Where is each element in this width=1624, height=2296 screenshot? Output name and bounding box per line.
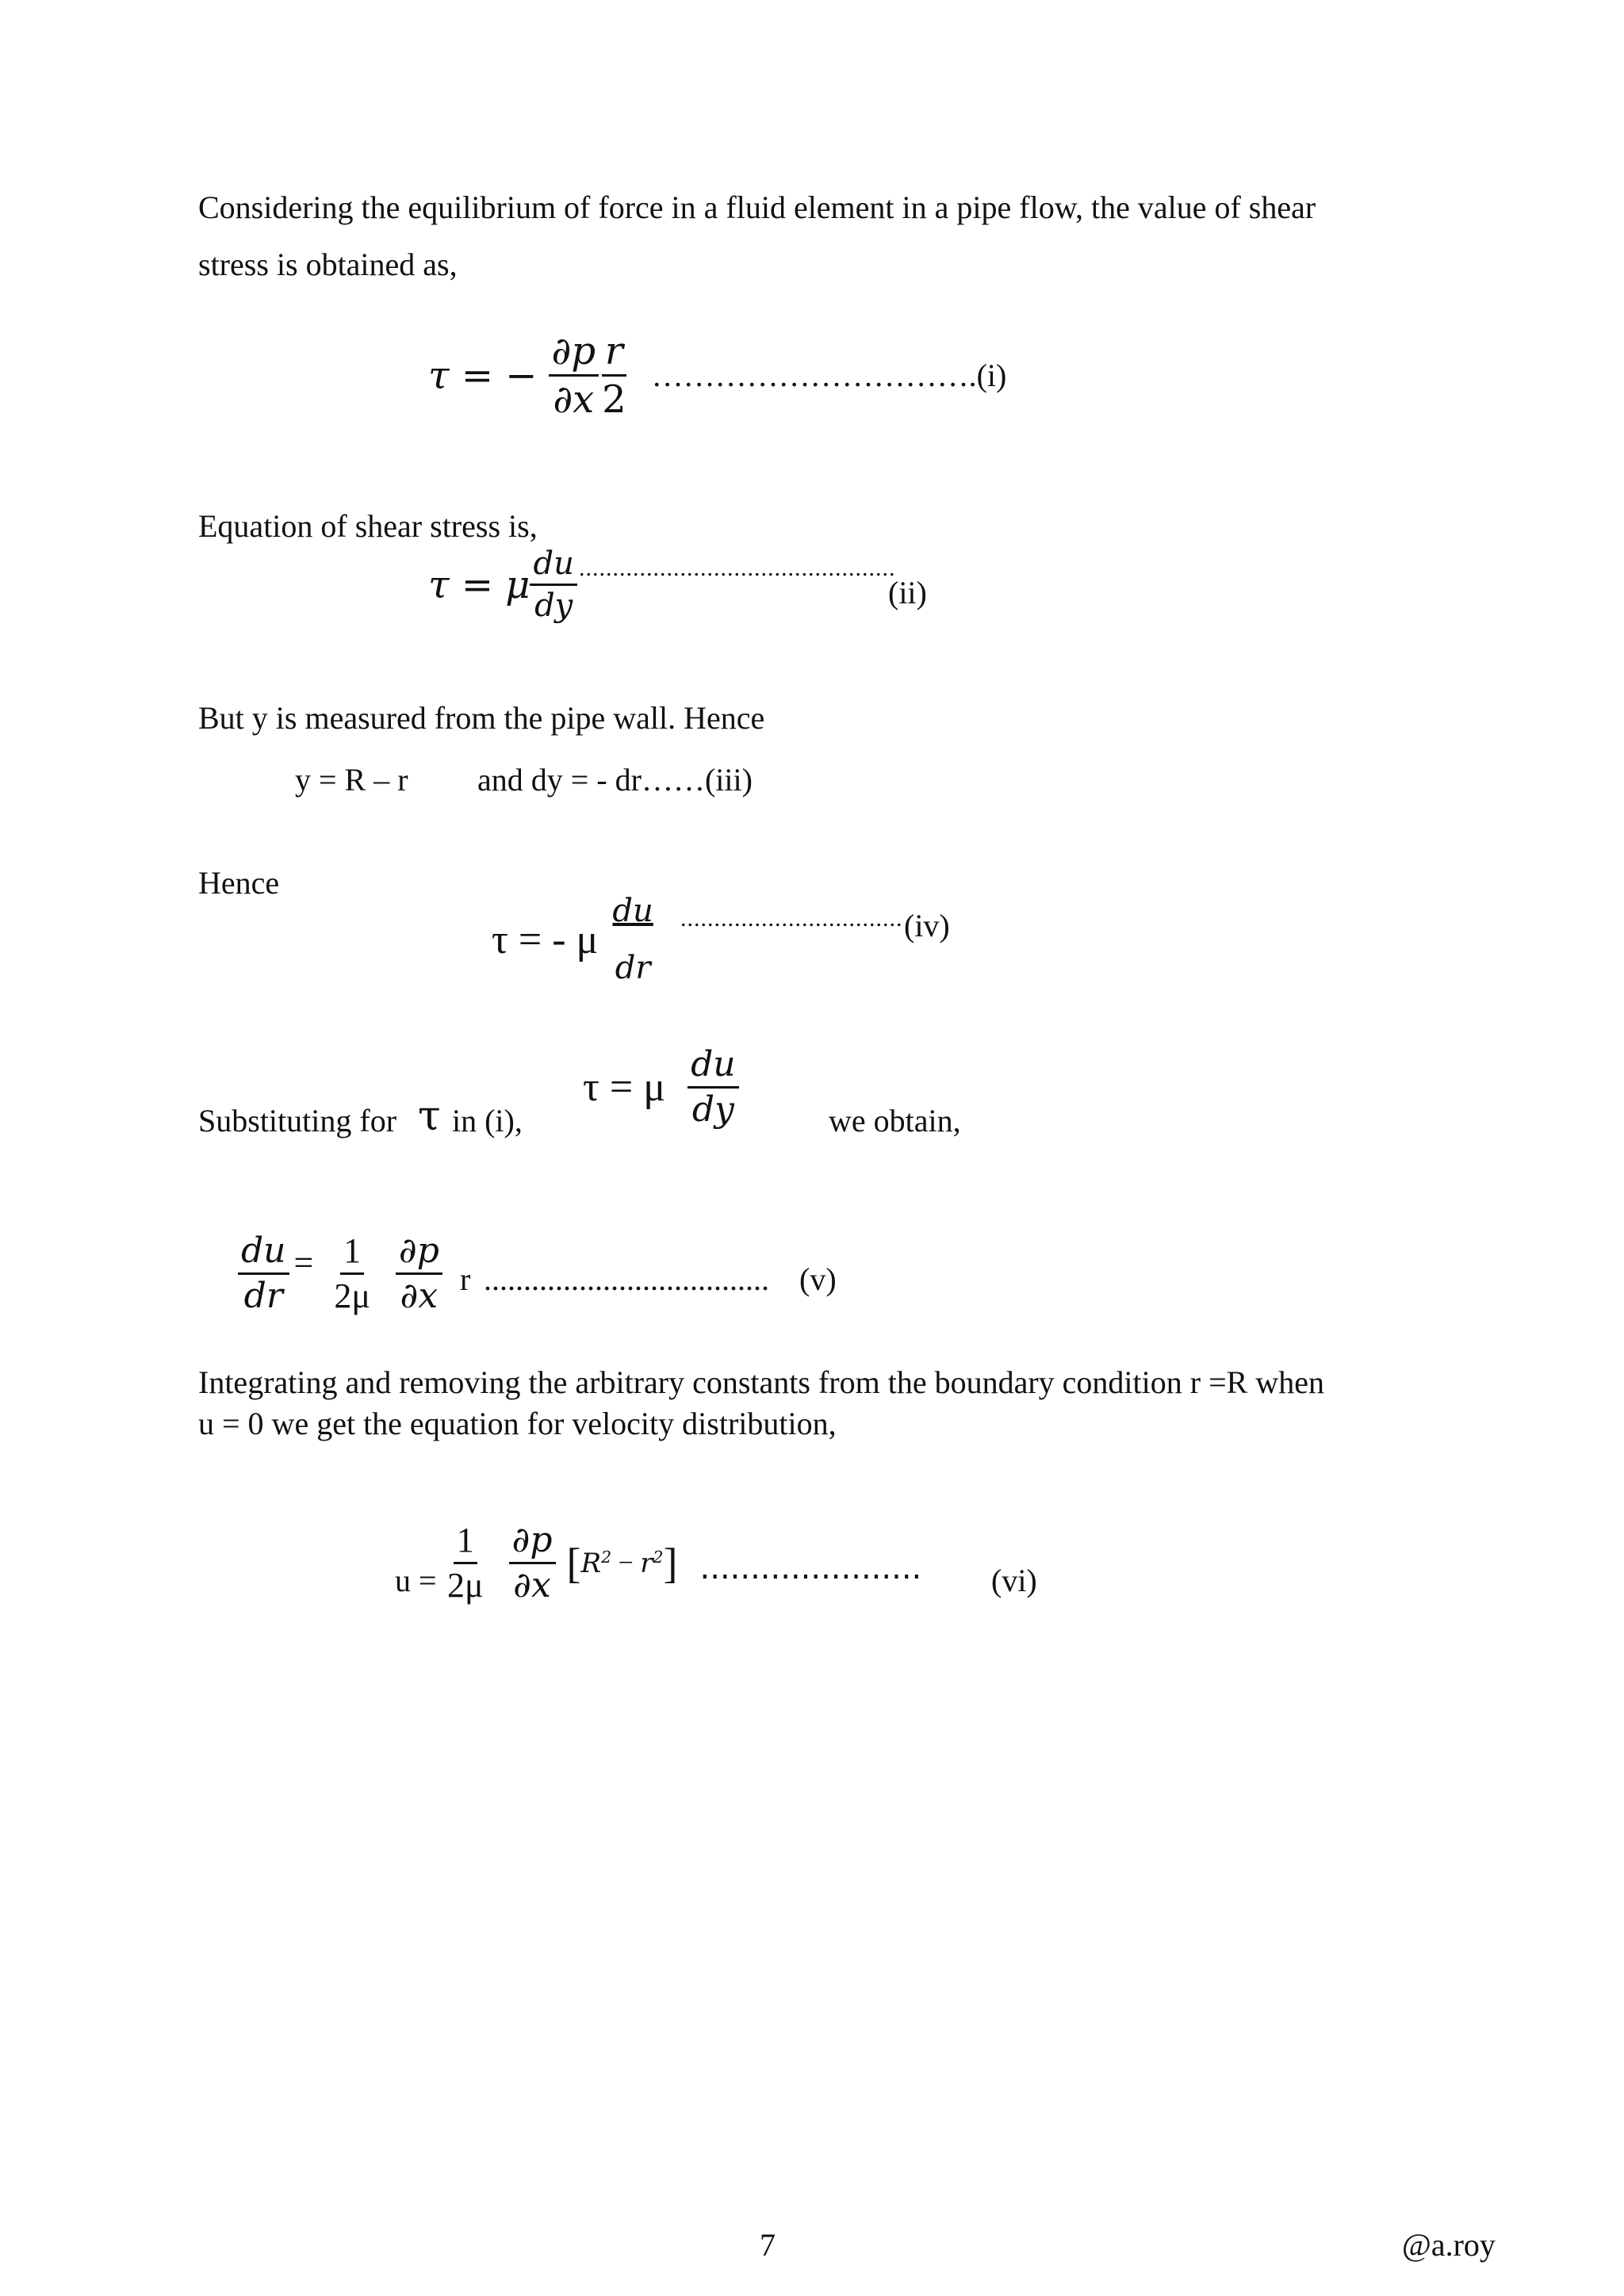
integrating-line-1: Integrating and removing the arbitrary constants from the boundary condition r =R when	[198, 1364, 1324, 1400]
eq5-fraction-dp-dx: $\frac{\partial p}{\partial x}$	[396, 1233, 442, 1314]
eq5-equals: =	[293, 1243, 314, 1283]
substituting-text-a: Substituting for	[198, 1103, 397, 1138]
eq4-label: (iv)	[904, 908, 950, 943]
eq2-fraction-du-dy: $\frac{du}{dy}$	[530, 547, 576, 622]
eq6-bracket-open: [	[566, 1539, 581, 1587]
intro-line-2: stress is obtained as,	[198, 247, 458, 282]
intro-line-1: Considering the equilibrium of force in a fluid element in a pipe flow, the value of shear	[198, 189, 1316, 225]
eq5-fraction-du-dr: $\frac{du}{dr}$	[238, 1233, 289, 1314]
equation-5	[238, 1230, 442, 1317]
hence-text: Hence	[198, 865, 280, 901]
substituting-text-b: in (i),	[452, 1103, 523, 1138]
equation-1	[428, 329, 1007, 423]
eq4-lhs: τ = - μ	[492, 916, 599, 962]
y-measured-text: But y is measured from the pipe wall. Hence	[198, 700, 765, 736]
eq2-dots: ...............................................	[579, 555, 896, 581]
eq6-bracket-close: ]	[663, 1539, 678, 1587]
eq2-label: (ii)	[888, 575, 927, 610]
eq1-dots: ………………………….	[651, 358, 977, 394]
eq4-dots: .................................	[680, 905, 903, 932]
integrating-line-2: u = 0 we get the equation for velocity distribution,	[198, 1406, 837, 1441]
eq5-fraction-1-2mu: $\frac{1}{2\mu}$	[334, 1231, 370, 1316]
eq1-lhs: τ = −	[428, 353, 538, 398]
equation-6	[444, 1522, 921, 1604]
eq5-dots: ....................................	[484, 1261, 769, 1297]
shear-eq-intro: Equation of shear stress is,	[198, 508, 538, 544]
eq2-lhs: τ = μ	[428, 562, 530, 607]
eq6-minus: −	[611, 1548, 641, 1578]
eq3-part-2: and dy = - dr……(iii)	[477, 762, 753, 798]
eq4-fraction-du-dr: $\frac{du}{dr}$	[612, 893, 653, 986]
eq6-fraction-1-2mu: $\frac{1}{2\mu}$	[447, 1521, 484, 1605]
eq1-fraction-r-2: $\frac{r}{2}$	[602, 329, 626, 423]
eq6-label: (vi)	[991, 1563, 1037, 1598]
eq-sub-fraction-du-dy: $\frac{du}{dy}$	[688, 1047, 739, 1128]
eq3-part-1: y = R – r	[295, 762, 408, 798]
eq-sub-lhs: τ = μ	[583, 1065, 666, 1111]
eq5-tail-r: r	[460, 1261, 471, 1297]
equation-2	[428, 547, 577, 622]
substituting-tau: τ	[418, 1093, 441, 1140]
page-number: 7	[760, 2227, 776, 2263]
eq5-label: (v)	[799, 1261, 837, 1297]
eq1-label: (i)	[976, 358, 1007, 394]
eq6-dots: ......................	[699, 1549, 922, 1586]
we-obtain-text: we obtain,	[829, 1103, 961, 1138]
eq6-lhs: u =	[395, 1563, 437, 1598]
equation-4	[492, 894, 657, 985]
eq1-fraction-dp-dx: $\frac{\partial p}{\partial x}$	[549, 331, 599, 420]
equation-substitution	[583, 1044, 739, 1131]
eq6-r-squared: $r^2$	[640, 1547, 664, 1579]
author-credit: @a.roy	[1402, 2227, 1496, 2263]
eq6-R-squared: $R^2$	[580, 1547, 612, 1579]
eq6-fraction-dp-dx: $\frac{\partial p}{\partial x}$	[509, 1522, 556, 1604]
